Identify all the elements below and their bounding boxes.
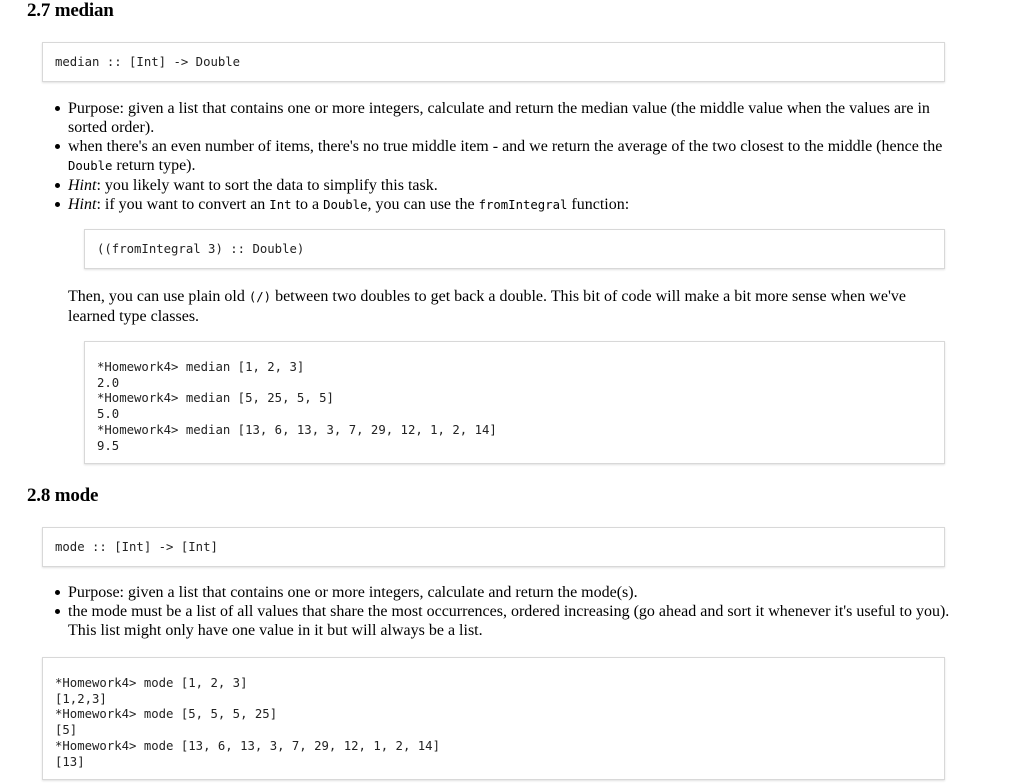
inline-code: (/): [248, 290, 272, 304]
mode-example-code: *Homework4> mode [1, 2, 3] [1,2,3] *Homework4> mode [5, 5, 5, 25] [5] *Homework4> mode [13, 6, 13, 3, 7, 29, 12, 1, 2, 14] [13]: [55, 676, 440, 769]
list-item: when there's an even number of items, there's no true middle item - and we return the average of the two closest to the middle (hence the Double return type).: [26, 137, 956, 176]
inline-code: Double: [68, 159, 113, 173]
median-paragraph: Then, you can use plain old (/) between two doubles to get back a double. This bit of code will make a bit more sense when we've learned type classes.: [68, 288, 906, 325]
list-item: the mode must be a list of all values that share the most occurrences, ordered increasing (go ahead and sort it whenever it's useful to you). This list might only have one value in it but will always be a list.: [26, 602, 956, 640]
hint-code: ((fromIntegral 3) :: Double): [97, 242, 305, 256]
list-item: Hint: you likely want to sort the data to simplify this task.: [26, 176, 956, 195]
hint-code-box: [84, 229, 945, 269]
mode-bullet-list: [26, 583, 956, 640]
list-item: Hint: if you want to convert an Int to a Double, you can use the fromIntegral function:: [26, 195, 956, 215]
list-item: Purpose: given a list that contains one or more integers, calculate and return the mode(s).: [26, 583, 956, 602]
mode-signature-code: mode :: [Int] -> [Int]: [55, 540, 218, 554]
median-signature-box: [42, 42, 945, 82]
mode-example-box: [42, 657, 945, 780]
mode-signature-box: [42, 527, 945, 567]
median-example-code: *Homework4> median [1, 2, 3] 2.0 *Homework4> median [5, 25, 5, 5] 5.0 *Homework4> median [13, 6, 13, 3, 7, 29, 12, 1, 2, 14] 9.5: [97, 360, 497, 453]
median-example-box: [84, 341, 945, 464]
list-item: Purpose: given a list that contains one or more integers, calculate and return the median value (the middle value when the values are in sorted order).: [26, 99, 956, 137]
inline-code: fromIntegral: [478, 198, 568, 212]
section-heading-mode: 2.8 mode: [27, 485, 99, 506]
inline-code: Int: [269, 198, 292, 212]
median-bullet-list: [26, 99, 956, 215]
median-signature-code: median :: [Int] -> Double: [55, 55, 241, 69]
section-heading-median: 2.7 median: [27, 0, 114, 21]
inline-code: Double: [323, 198, 368, 212]
